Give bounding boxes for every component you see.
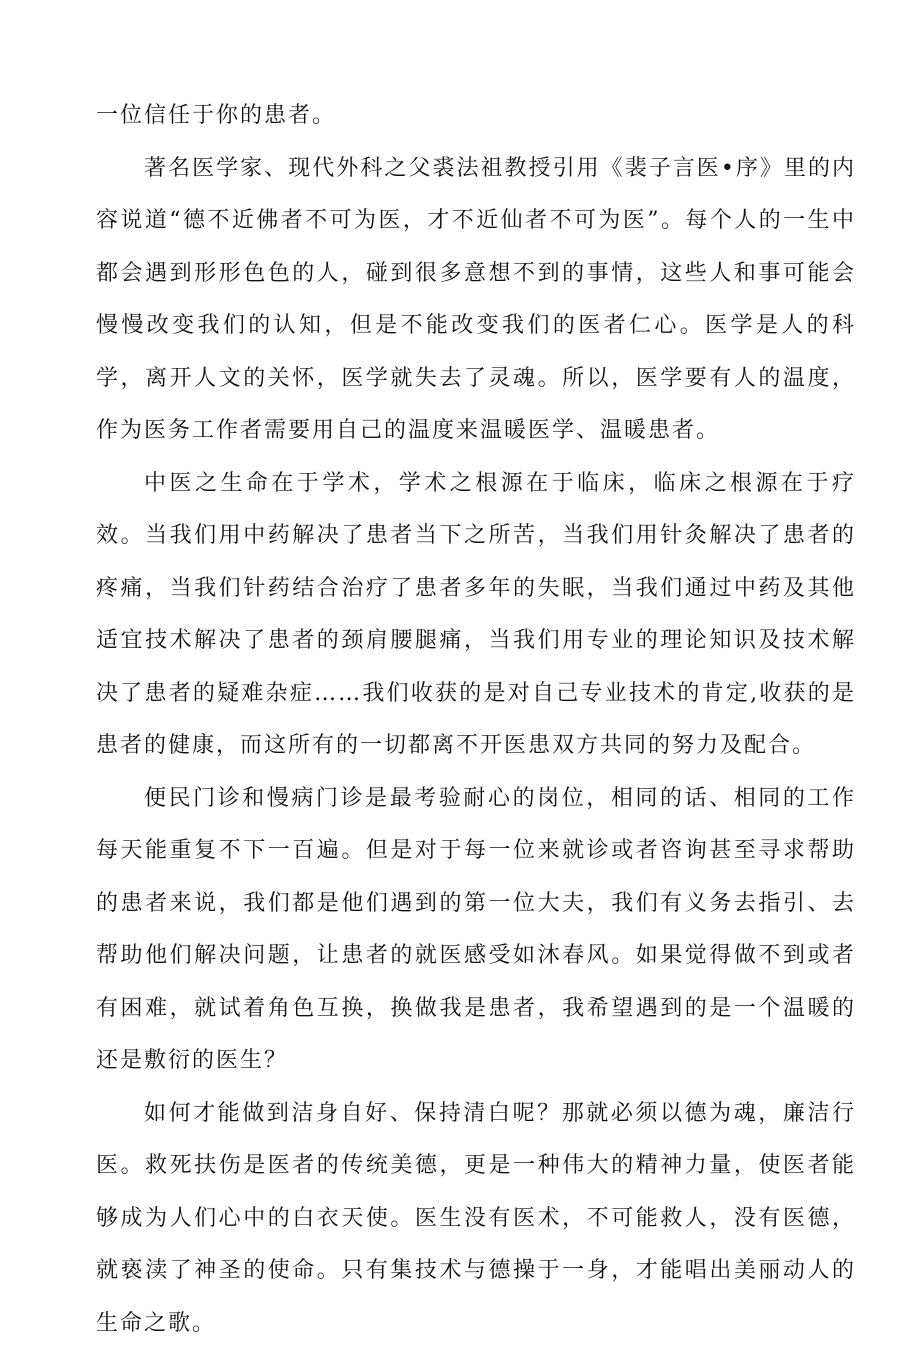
paragraph-1: 一位信任于你的患者。 — [96, 90, 856, 143]
paragraph-4: 便民门诊和慢病门诊是最考验耐心的岗位，相同的话、相同的工作每天能重复不下一百遍。但是对于每一位来就诊或者咨询甚至寻求帮助的患者来说，我们都是他们遇到的第一位大夫，我们有义务去指引、去帮助他们解决问题，让患者的就医感受如沐春风。如果觉得做不到或者有困难，就试着角色互换，换做我是患者，我希望遇到的是一个温暖的还是敷衍的医生？ — [96, 773, 856, 1088]
paragraph-2: 著名医学家、现代外科之父裘法祖教授引用《裴子言医•序》里的内容说道“德不近佛者不可为医，才不近仙者不可为医”。每个人的一生中都会遇到形形色色的人，碰到很多意想不到的事情，这些人和事可能会慢慢改变我们的认知，但是不能改变我们的医者仁心。医学是人的科学，离开人文的关怀，医学就失去了灵魂。所以，医学要有人的温度，作为医务工作者需要用自己的温度来温暖医学、温暖患者。 — [96, 143, 856, 458]
document-body — [96, 90, 856, 1350]
paragraph-3: 中医之生命在于学术，学术之根源在于临床，临床之根源在于疗效。当我们用中药解决了患者当下之所苦，当我们用针灸解决了患者的疼痛，当我们针药结合治疗了患者多年的失眠，当我们通过中药及其他适宜技术解决了患者的颈肩腰腿痛，当我们用专业的理论知识及技术解决了患者的疑难杂症……我们收获的是对自己专业技术的肯定,收获的是患者的健康，而这所有的一切都离不开医患双方共同的努力及配合。 — [96, 458, 856, 773]
paragraph-5: 如何才能做到洁身自好、保持清白呢？那就必须以德为魂，廉洁行医。救死扶伤是医者的传统美德，更是一种伟大的精神力量，使医者能够成为人们心中的白衣天使。医生没有医术，不可能救人，没有医德，就亵渎了神圣的使命。只有集技术与德操于一身，才能唱出美丽动人的生命之歌。 — [96, 1088, 856, 1350]
